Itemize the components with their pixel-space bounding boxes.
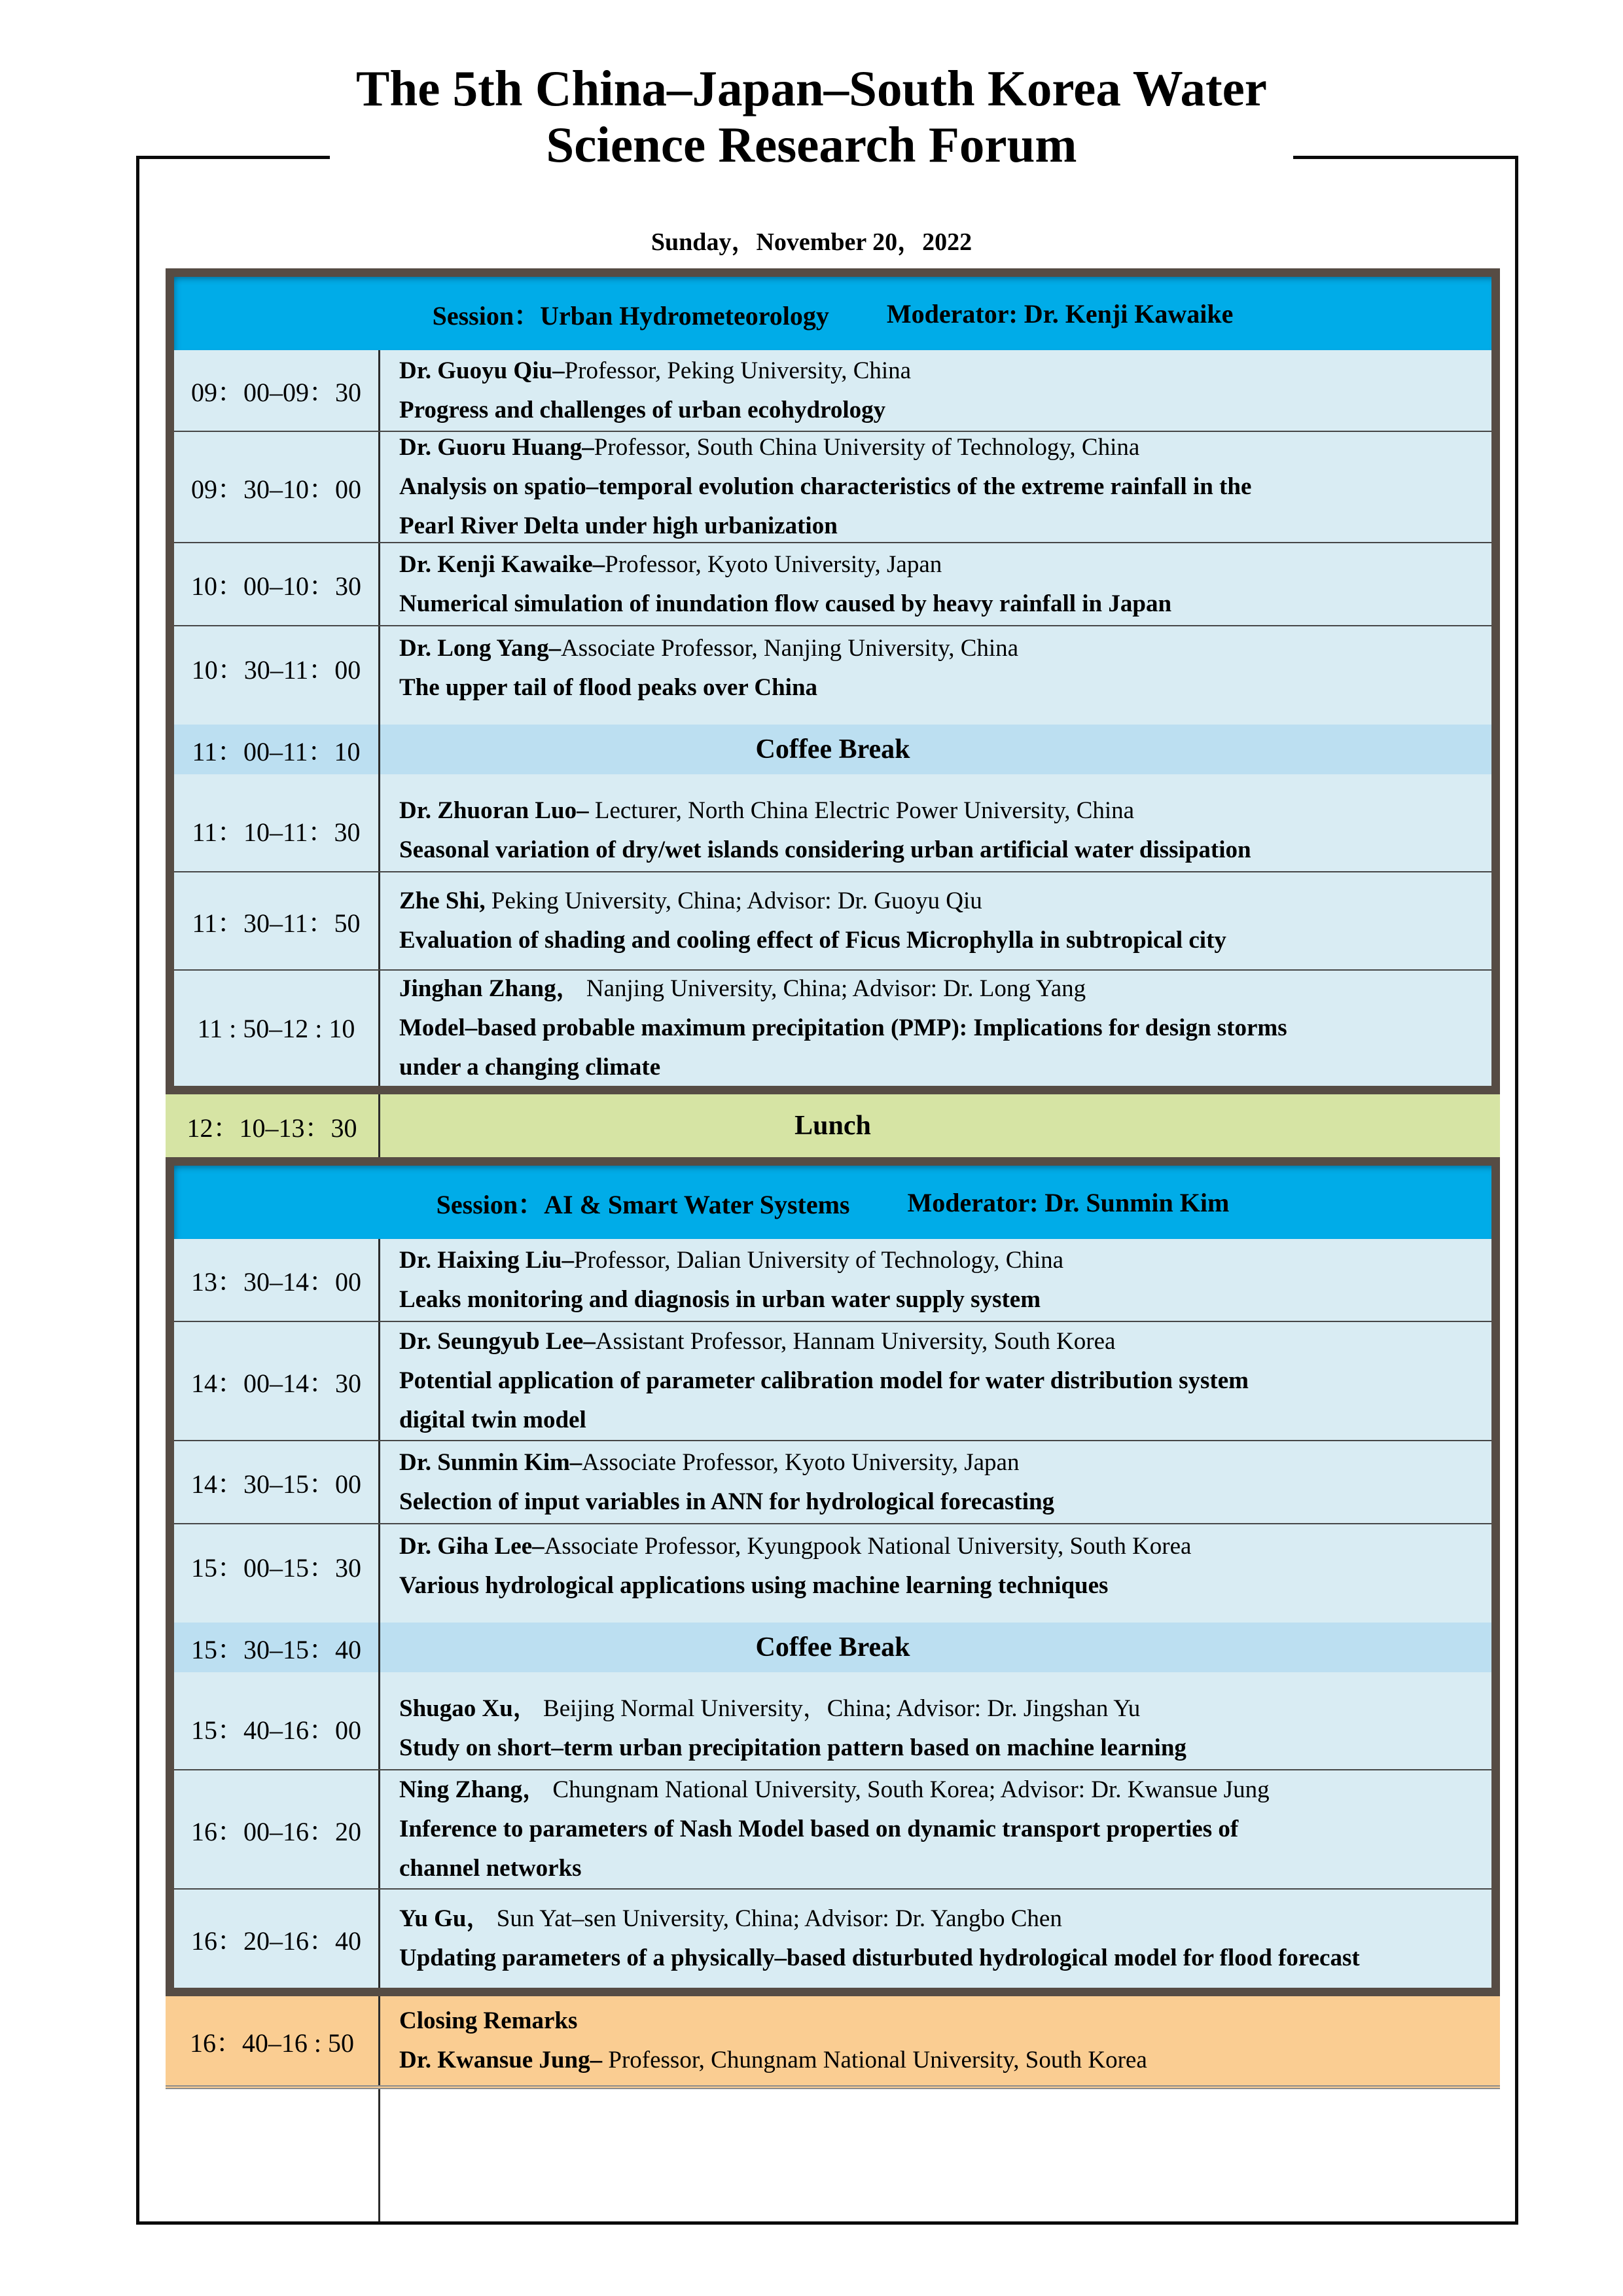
speaker-line [399,351,1478,391]
closing-title-line [399,2001,1487,2041]
session-label: Session：AI & Smart Water Systems [436,1189,850,1219]
moderator-label: Moderator: Dr. Sunmin Kim [907,1187,1230,1217]
speaker-affiliation: Beijing Normal University，China; Advisor: Dr. Jingshan Yu [537,1695,1141,1722]
time-cell: 12：10–13：30 [187,1113,357,1143]
speaker-name: Dr. Sunmin Kim– [399,1448,582,1476]
coffee-break-row [174,1607,1491,1687]
time-cell: 11 : 50–12 : 10 [197,1013,355,1043]
speaker-name: Dr. Long Yang– [399,634,562,662]
talk-cell [380,1890,1491,1988]
talk-cell [380,789,1491,871]
talk-cell [380,872,1491,969]
column-divider [378,1094,380,1157]
schedule-row [174,789,1491,872]
speaker-affiliation: Professor, South China University of Technology, China [594,434,1140,461]
talk-cell [380,1770,1491,1888]
time-cell: 15：30–15：40 [191,1634,361,1664]
speaker-line [399,969,1478,1009]
speaker-line [399,791,1478,831]
talk-cell [380,1687,1491,1769]
speaker-line [399,1770,1478,1810]
column-divider [378,350,380,431]
schedule-row [174,1890,1491,1988]
talk-title-line [399,1729,1478,1768]
speaker-line [399,1241,1478,1280]
speaker-name: Dr. Seungyub Lee– [399,1328,596,1355]
session-header [174,1166,1491,1239]
column-divider [378,971,380,1086]
time-cell: 15：40–16：00 [191,1715,361,1745]
talk-cell [380,543,1491,625]
talk-title-text: Model–based probable maximum precipitation (PMP): Implications for design storms [399,1014,1287,1042]
column-divider [378,1239,380,1321]
speaker-name: Dr. Kwansue Jung– [399,2047,603,2073]
column-divider [378,1607,380,1687]
column-divider [378,1524,380,1607]
talk-title-text: digital twin model [399,1406,586,1433]
speaker-affiliation: Professor, Chungnam National University, South Korea [602,2047,1147,2073]
schedule-row [174,1770,1491,1890]
talk-title-line [399,584,1478,624]
divider-tail [166,2089,1500,2221]
talk-title-text: Evaluation of shading and cooling effect of Ficus Microphylla in subtropical city [399,927,1226,954]
speaker-name: Shugao Xu， [399,1695,537,1722]
session-header [174,277,1491,350]
closing-remarks-row [166,1996,1500,2089]
speaker-name: Dr. Zhuoran Luo– [399,797,589,824]
talk-title-text: Selection of input variables in ANN for hydrological forecasting [399,1488,1055,1515]
talk-title-line [399,831,1478,870]
time-cell: 10：30–11：00 [191,655,361,685]
lunch-label: Lunch [794,1111,871,1141]
schedule-row [174,1441,1491,1524]
talk-title-line [399,921,1478,960]
talk-title-text: under a changing climate [399,1053,661,1081]
talk-title-line [399,1048,1478,1087]
time-cell: 14：30–15：00 [191,1469,361,1499]
speaker-affiliation: Professor, Peking University, China [564,357,912,384]
schedule-row [174,872,1491,971]
talk-title-text: Various hydrological applications using machine learning techniques [399,1571,1109,1599]
speaker-name: Zhe Shi, [399,888,486,915]
speaker-line [399,1443,1478,1482]
speaker-name: Dr. Haixing Liu– [399,1246,574,1274]
speaker-line [399,629,1478,668]
closing-remarks-text: Closing Remarks [399,2007,578,2035]
page-title-line1: The 5th China–Japan–South Korea Water [356,60,1267,117]
coffee-break-label: Coffee Break [755,1632,910,1662]
schedule-row [174,350,1491,432]
talk-title-line [399,1482,1478,1522]
column-divider [378,543,380,625]
talk-cell [380,1239,1491,1321]
session-table-1 [166,268,1500,1094]
column-divider [378,872,380,969]
speaker-name: Ning Zhang， [399,1776,547,1804]
speaker-affiliation: Associate Professor, Nanjing University, China [561,634,1019,662]
column-divider [378,432,380,542]
schedule-stack [166,268,1500,2221]
column-divider [378,2089,380,2221]
speaker-affiliation: Professor, Dalian University of Technology, China [573,1246,1064,1274]
talk-title-text: Analysis on spatio–temporal evolution characteristics of the extreme rainfall in the [399,473,1252,501]
talk-title-text: Study on short–term urban precipitation pattern based on machine learning [399,1734,1186,1761]
page-title-line2: Science Research Forum [546,117,1077,173]
coffee-break-label: Coffee Break [755,734,910,764]
column-divider [378,789,380,871]
talk-title-text: Potential application of parameter calibration model for water distribution system [399,1367,1249,1395]
time-cell: 11：10–11：30 [192,817,361,847]
schedule-row [174,1239,1491,1322]
session-table-2 [166,1157,1500,1996]
talk-title-line [399,668,1478,708]
time-cell: 16：00–16：20 [191,1816,361,1846]
schedule-row [174,432,1491,543]
speaker-name: Dr. Kenji Kawaike– [399,550,605,578]
event-date: Sunday，November 20，2022 [651,228,972,256]
talk-cell [380,971,1491,1086]
time-cell: 16：20–16：40 [191,1926,361,1956]
talk-cell [380,350,1491,431]
moderator-label: Moderator: Dr. Kenji Kawaike [886,298,1234,329]
column-divider [378,1996,380,2085]
speaker-affiliation: Associate Professor, Kyungpook National University, South Korea [544,1532,1192,1560]
lunch-row [166,1094,1500,1157]
time-cell: 11：30–11：50 [192,908,361,938]
speaker-affiliation: Chungnam National University, South Korea; Advisor: Dr. Kwansue Jung [546,1776,1270,1804]
schedule-row [174,1322,1491,1441]
column-divider [378,1687,380,1769]
talk-title-text: Seasonal variation of dry/wet islands considering urban artificial water dissipation [399,836,1251,863]
schedule-row [174,971,1491,1086]
talk-title-text: Numerical simulation of inundation flow caused by heavy rainfall in Japan [399,590,1172,617]
talk-title-line [399,1361,1478,1401]
time-cell: 09：00–09：30 [191,378,361,407]
speaker-line [399,1899,1478,1939]
column-divider [378,709,380,789]
speaker-line [399,1322,1478,1361]
speaker-line [399,882,1478,921]
speaker-affiliation: Professor, Kyoto University, Japan [605,550,942,578]
speaker-name: Yu Gu， [399,1905,491,1933]
talk-title-line [399,391,1478,430]
talk-title-line [399,1401,1478,1440]
speaker-affiliation: Nanjing University, China; Advisor: Dr. Long Yang [580,975,1086,1003]
talk-title-text: Progress and challenges of urban ecohydrology [399,396,886,423]
time-cell: 11：00–11：10 [192,736,361,766]
speaker-affiliation: Sun Yat–sen University, China; Advisor: Dr. Yangbo Chen [490,1905,1062,1933]
talk-title-line [399,1566,1478,1605]
speaker-line [399,1689,1478,1729]
column-divider [378,1770,380,1888]
talk-title-line [399,1810,1478,1849]
time-cell: 16：40–16 : 50 [189,2028,355,2058]
talk-title-line [399,1939,1478,1978]
talk-title-text: Inference to parameters of Nash Model based on dynamic transport properties of [399,1816,1239,1843]
talk-title-line [399,507,1478,546]
talk-title-line [399,1849,1478,1888]
speaker-name: Dr. Giha Lee– [399,1532,544,1560]
speaker-line [399,545,1478,584]
speaker-affiliation: Associate Professor, Kyoto University, Japan [582,1448,1020,1476]
column-divider [378,1322,380,1440]
talk-title-text: Leaks monitoring and diagnosis in urban water supply system [399,1285,1041,1313]
closing-speaker-line [399,2041,1487,2080]
column-divider [378,626,380,709]
speaker-affiliation: Assistant Professor, Hannam University, South Korea [595,1328,1116,1355]
column-divider [378,1890,380,1988]
speaker-name: Dr. Guoyu Qiu– [399,357,565,384]
schedule-row [174,626,1491,709]
schedule-row [174,1687,1491,1770]
page-title [330,60,1293,173]
schedule-row [174,1524,1491,1607]
talk-cell [380,1441,1491,1523]
coffee-break-row [174,709,1491,789]
talk-cell [380,432,1491,542]
speaker-affiliation: Lecturer, North China Electric Power University, China [588,797,1135,824]
time-cell: 15：00–15：30 [191,1553,361,1583]
talk-cell [380,1322,1491,1440]
closing-cell [380,1996,1500,2085]
talk-title-text: The upper tail of flood peaks over China [399,673,818,701]
talk-title-line [399,1280,1478,1319]
talk-title-text: channel networks [399,1854,582,1882]
speaker-line [399,1527,1478,1566]
talk-title-line [399,1009,1478,1048]
time-cell: 10：00–10：30 [191,571,361,601]
speaker-line [399,428,1478,467]
talk-title-text: Updating parameters of a physically–based disturbuted hydrological model for flood forecast [399,1945,1360,1971]
speaker-name: Dr. Guoru Huang– [399,434,594,461]
session-label: Session：Urban Hydrometeorology [432,300,829,331]
time-cell: 13：30–14：00 [191,1267,361,1297]
talk-title-text: Pearl River Delta under high urbanization [399,512,838,539]
talk-cell [380,626,1491,709]
talk-title-line [399,467,1478,507]
time-cell: 14：00–14：30 [191,1368,361,1398]
speaker-affiliation: Peking University, China; Advisor: Dr. Guoyu Qiu [485,888,982,915]
schedule-row [174,543,1491,626]
time-cell: 09：30–10：00 [191,474,361,504]
column-divider [378,1441,380,1523]
talk-cell [380,1524,1491,1607]
speaker-name: Jinghan Zhang， [399,975,580,1003]
